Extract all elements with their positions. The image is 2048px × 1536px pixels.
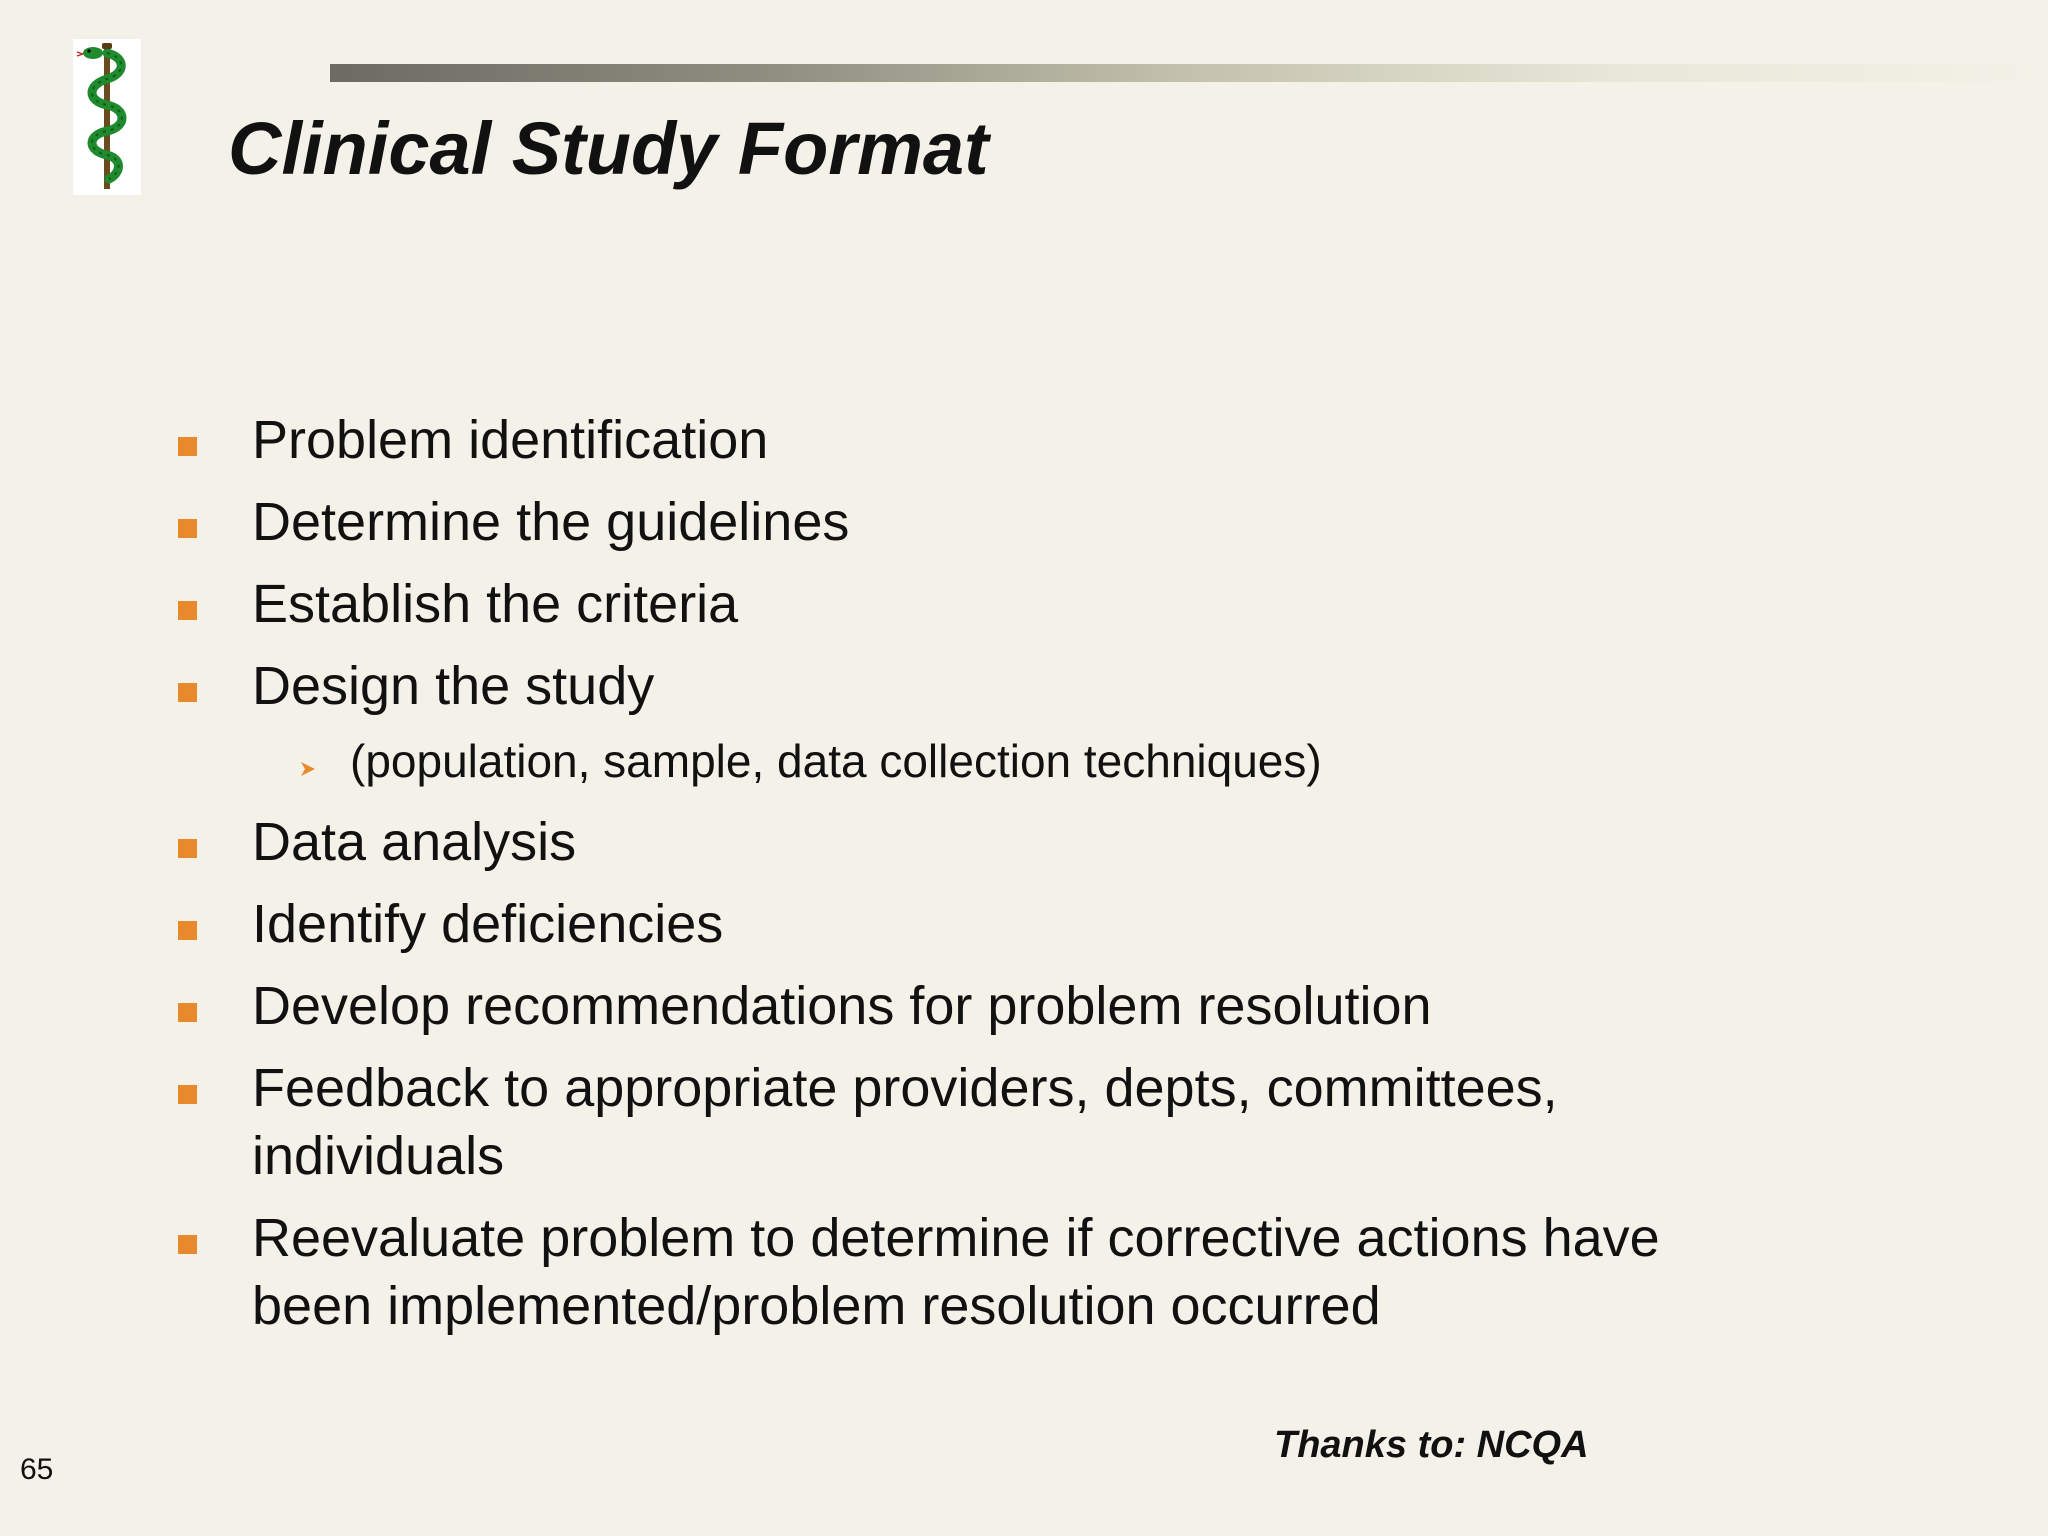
bullet-text: Design the study bbox=[252, 656, 655, 716]
bullet-text: Reevaluate problem to determine if corrective actions have bbox=[252, 1208, 1660, 1268]
square-bullet-icon bbox=[178, 921, 197, 940]
sub-bullet-text: (population, sample, data collection techniques) bbox=[350, 735, 1322, 787]
staff-of-asclepius-icon bbox=[73, 39, 141, 195]
bullet-text: Feedback to appropriate providers, depts, committees, bbox=[252, 1058, 1558, 1118]
bullet-text: Develop recommendations for problem resolution bbox=[252, 976, 1432, 1036]
bullet-text: Establish the criteria bbox=[252, 574, 739, 634]
arrowhead-bullet-icon bbox=[298, 759, 318, 779]
square-bullet-icon bbox=[178, 1085, 197, 1104]
bullet-text-continuation: individuals bbox=[252, 1126, 505, 1186]
bullet-text: Determine the guidelines bbox=[252, 492, 850, 552]
bullet-text: Data analysis bbox=[252, 812, 577, 872]
credit-text: Thanks to: NCQA bbox=[1274, 1424, 1589, 1466]
square-bullet-icon bbox=[178, 601, 197, 620]
square-bullet-icon bbox=[178, 683, 197, 702]
square-bullet-icon bbox=[178, 839, 197, 858]
square-bullet-icon bbox=[178, 519, 197, 538]
square-bullet-icon bbox=[178, 437, 197, 456]
square-bullet-icon bbox=[178, 1235, 197, 1254]
bullet-text: Problem identification bbox=[252, 410, 769, 470]
bullet-text: Identify deficiencies bbox=[252, 894, 724, 954]
square-bullet-icon bbox=[178, 1003, 197, 1022]
page-number: 65 bbox=[20, 1453, 54, 1486]
bullet-text-continuation: been implemented/problem resolution occurred bbox=[252, 1276, 1381, 1336]
header-rule bbox=[330, 64, 2048, 82]
slide-title: Clinical Study Format bbox=[228, 107, 989, 190]
